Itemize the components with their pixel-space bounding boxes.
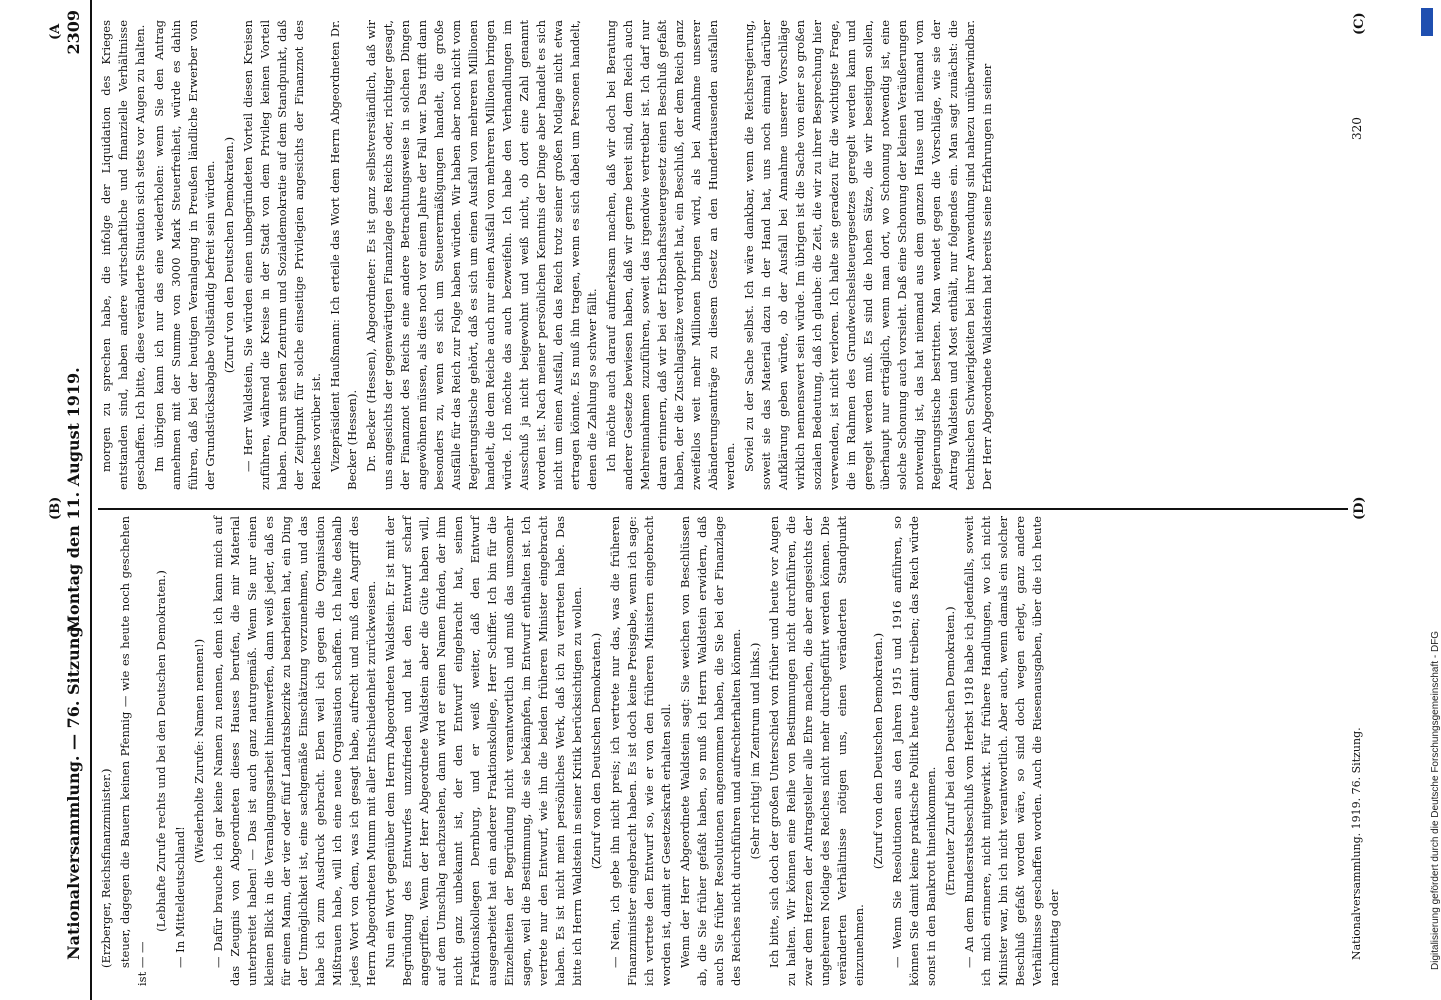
footer-left: Nationalversammlung. 1919. 76. Sitzung. [1350, 727, 1363, 960]
right-paragraph-6: Dr. Becker (Hessen), Abgeordneter: Es ist ganz selbstverständlich, daß wir uns angesichts der gegenwärtigen Finanzlage des Reichs oder, richtiger gesagt, der Finanznot des Reichs eine andere Betrachtungsweise in solchen Dingen angewöhnen müssen, als dies noch vor einem Jahre der Fall war. Das trifft dann besonders zu, wenn es sich um Steuerermäßigungen handelt, die große Ausfälle für das Reich zur Folge haben würden. Wir haben aber noch nicht vom Regierungstische gehört, daß es sich um einen Ausfall von mehreren Millionen handelt, die dem Reiche auch nur einen Ausfall von mehreren Millionen bringen würde. Ich möchte das auch bezweifeln. Ich habe den Verhandlungen im Ausschuß ja nicht beigewohnt und weiß nicht, ob dort eine Zahl genannt worden ist. Nach meiner persönlichen Kenntnis der Dinge aber handelt es sich nicht um einen Ausfall, den das Reich trotz seiner großen Notlage nicht etwa ertragen könnte. Es muß ihn tragen, wenn es sich dabei um Personen handelt, denen die Zahlung so schwer fällt. [364, 20, 599, 490]
header-center: Montag den 11. August 1919. [64, 367, 83, 633]
left-paragraph-4: — In Mitteldeutschland! [173, 826, 187, 968]
left-column [98, 516, 1368, 986]
rotated-sheet [50, 0, 1380, 1000]
left-paragraph-16: — An dem Bundesratsbeschluß vom Herbst 1918 habe ich jedenfalls, soweit ich mich erinnere, nicht mitgewirkt. Für frühere Handlungen, wo ich nicht Minister war, bin ich nicht verantwortlich. Aber auch, wenn damals ein solcher Beschluß gefaßt worden wäre, so sind doch wegen erlegt, ganz andere Verhältnisse geschaffen worden. Auch die Riesenausgaben, über die ich heute nachmittag oder [962, 516, 1061, 986]
right-paragraph-7: Ich möchte auch darauf aufmerksam machen, daß wir doch bei Beratung anderer Gesetze bewiesen haben, daß wir gerne bereit sind, dem Reich auch Mehreinnahmen zuzuführen, soweit das irgendwie vertretbar ist. Ich darf nur daran erinnern, daß wir bei der Erbschaftssteuergesetz einen Beschluß gefaßt haben, der die Zuschlagsätze verdoppelt hat, ein Beschluß, der dem Reich ganz zweifellos weit mehr Millionen bringen wird, als bei Annahme unserer Abänderungsanträge zu diesem Gesetz an den Hunderttausenden ausfallen werden. [604, 20, 737, 490]
left-paragraph-9: — Nein, ich gebe ihn nicht preis; ich vertrete nur das, was die früheren Finanzminister eingebracht haben. Es ist doch keine Preisgabe, wenn ich sage: ich vertrete den Entwurf so, wie er von den früheren Ministern eingebracht worden ist, damit er Gesetzeskraft erhalten soll. [608, 516, 673, 986]
margin-marker-b: (B) [48, 496, 63, 520]
right-column [98, 20, 1368, 490]
left-paragraph-15: (Erneuter Zuruf bei den Deutschen Demokraten.) [943, 606, 957, 896]
left-paragraph-14: — Wenn Sie Resolutionen aus den Jahren 1915 und 1916 anführen, so können Sie damit keine praktische Politik heute damit treiben; das Reich würde sonst in den Bankrott hineinkommen. [890, 516, 938, 986]
right-paragraph-1: morgen zu sprechen habe, die infolge der Liquidation des Krieges entstanden sind, haben andere wirtschaftliche und finanzielle Verhältnisse geschaffen. Ich bitte, diese veränderte Situation sich stets vor Augen zu halten. [99, 20, 147, 490]
margin-marker-d: (D) [1352, 496, 1367, 520]
right-paragraph-5: Vizepräsident Haußmann: Ich erteile das Wort dem Herrn Abgeordneten Dr. Becker (Hessen). [328, 20, 359, 490]
left-paragraph-5: (Wiederholte Zurufe: Namen nennen!) [192, 638, 206, 864]
credit-strip [1418, 10, 1441, 990]
right-paragraph-2: Im übrigen kann ich nur das eine wiederholen: wenn Sie den Antrag annehmen mit der Summe von 3000 Mark Steuerfreiheit, würde es dahin führen, daß bei der heutigen Veranlagung in Preußen ländliche Erwerber von der Grundstücksabgabe vollständig befreit sein würden. [152, 20, 217, 490]
right-paragraph-8: Soviel zu der Sache selbst. Ich wäre dankbar, wenn die Reichsregierung, soweit sie das Material dazu in der Hand hat, uns noch einmal darüber Aufklärung geben würde, ob der Ausfall bei Annahme unserer Vorschläge wirklich nennenswert sein würde. Im übrigen ist die Sache von einer so großen sozialen Bedeutung, daß ich glaube: die Zeit, die wir zu ihrer Besprechung hier verwenden, ist nicht verloren. Ich halte sie geradezu für die wichtigste Frage, die im Rahmen des Grundwechselsteuergesetzes geregelt werden kann und geregelt werden muß. Es sind die hohen Sätze, die wir beseitigen sollen, überhaupt nur erträglich, wenn man dort, wo Schonung notwendig ist, eine solche Schonung auch vorsieht. Daß eine Schonung der kleinen Veräußerungen notwendig ist, das hat niemand aus dem ganzen Hause und niemand vom Regierungstische bestritten. Man wendet gegen die Vorschläge, wie sie der Antrag Waldstein und Most enthält, nur folgendes ein. Man sagt zunächst: die technischen Schwierigkeiten bei ihrer Anwendung sind nahezu unüberwindbar. Der Herr Abgeordnete Waldstein hat bereits seine Erfahrungen in seiner [742, 20, 994, 490]
left-paragraph-10: Wenn der Herr Abgeordnete Waldstein sagt: Sie weichen von Beschlüssen ab, die Sie früher gefaßt haben, so muß ich Herrn Waldstein erwidern, daß auch Sie früher Resolutionen angenommen haben, die Sie bei der Finanzlage des Reiches nicht durchführen und aufrechterhalten können. [678, 516, 743, 986]
left-paragraph-6: — Dafür brauche ich gar keine Namen zu nennen, denn ich kann mich auf das Zeugnis von Abgeordneten dieses Hauses berufen, die mir Material unterbreitet haben! — Das ist auch ganz naturgemäß. Wenn Sie nur einen kleinen Blick in die Veranlagungsarbeit hineinwerfen, dann weiß jeder, daß es für einen Mann, der vier oder fünf Landratsbezirke zu bearbeiten hat, ein Ding der Unmöglichkeit ist, eine sachgemäße Einschätzung vorzunehmen, und das habe ich zum Ausdruck gebracht. Eben weil ich gegen die Organisation Mißtrauen habe, will ich eine neue Organisation schaffen. Ich halte deshalb jedes Wort von dem, was ich gesagt habe, aufrecht und muß den Angriff des Herrn Abgeordneten Mumm mit aller Entschiedenheit zurückweisen. [211, 516, 378, 986]
header-left: Nationalversammlung. — 76. Sitzung. [64, 620, 83, 960]
page-number: 2309 [64, 10, 83, 55]
right-paragraph-3: (Zuruf von den Deutschen Demokraten.) [222, 136, 236, 374]
right-paragraph-4: — Herr Waldstein, Sie würden einen unbegründeten Vorteil diesen Kreisen zuführen, während die Kreise in der Stadt von dem Privileg keinen Vorteil haben. Darum stehen Zentrum und Sozialdemokratie auf dem Standpunkt, daß der Zeitpunkt für solche einseitige Privilegien angesichts der Finanznot des Reiches vorüber ist. [241, 20, 323, 490]
signature-number: 320 [1350, 117, 1364, 140]
margin-marker-c: (C) [1352, 12, 1367, 35]
margin-marker-a: (A [48, 23, 63, 40]
header-rule [90, 0, 92, 1000]
digitization-credit: Digitalisierung gefördert durch die Deutsche Forschungsgemeinschaft - DFG [1430, 630, 1441, 970]
left-paragraph-11: (Sehr richtig! im Zentrum und links.) [748, 642, 762, 860]
left-paragraph-3: (Lebhafte Zurufe rechts und bei den Deutschen Demokraten.) [154, 570, 168, 932]
left-paragraph-8: (Zuruf von den Deutschen Demokraten.) [589, 632, 603, 870]
left-paragraph-7: Nun ein Wort gegenüber dem Herrn Abgeordneten Waldstein. Er ist mit der Begründung des Entwurfes unzufrieden und hat den Entwurf scharf angegriffen. Wenn der Herr Abgeordnete Waldstein aber die Güte haben will, auf dem Umschlag nachzusehen, dann wird er einen Namen finden, der ihm nicht ganz unbekannt ist, der den Entwurf eingebracht hat, seinen Fraktionskollegen Dernburg, und er weiß weiter, daß den Entwurf ausgearbeitet hat ein anderer Fraktionskollege, Herr Schiffer. Ich bin für die Einzelheiten der Begründung nicht verantwortlich und muß das umsomehr sagen, weil die Bestimmung, die sie bekämpfen, im Entwurf enthalten ist. Ich vertrete nur den Entwurf, wie ihn die beiden früheren Minister eingebracht haben. Es ist nicht mein persönliches Werk, daß ich zu vertreten habe. Das bitte ich Herrn Waldstein in seiner Kritik berücksichtigen zu wollen. [383, 516, 584, 986]
left-paragraph-12: Ich bitte, sich doch der großen Unterschied von früher und heute vor Augen zu halten. Wir können eine Reihe von Bestimmungen nicht durchführen, die zwar dem Herzen der Antragsteller alle Ehre machen, die aber angesichts der ungeheuren Notlage des Reiches nicht mehr durchgeführt werden können. Die veränderten Verhältnisse nötigen uns, einen veränderten Standpunkt einzunehmen. [767, 516, 866, 986]
left-paragraph-2: steuer, dagegen die Bauern keinen Pfennig — wie es heute noch geschehen ist — — [118, 516, 149, 986]
column-divider [98, 508, 1348, 510]
left-paragraph-13: (Zuruf von den Deutschen Demokraten.) [871, 632, 885, 870]
left-paragraph-1: (Erzberger, Reichsfinanzminister.) [99, 768, 113, 968]
